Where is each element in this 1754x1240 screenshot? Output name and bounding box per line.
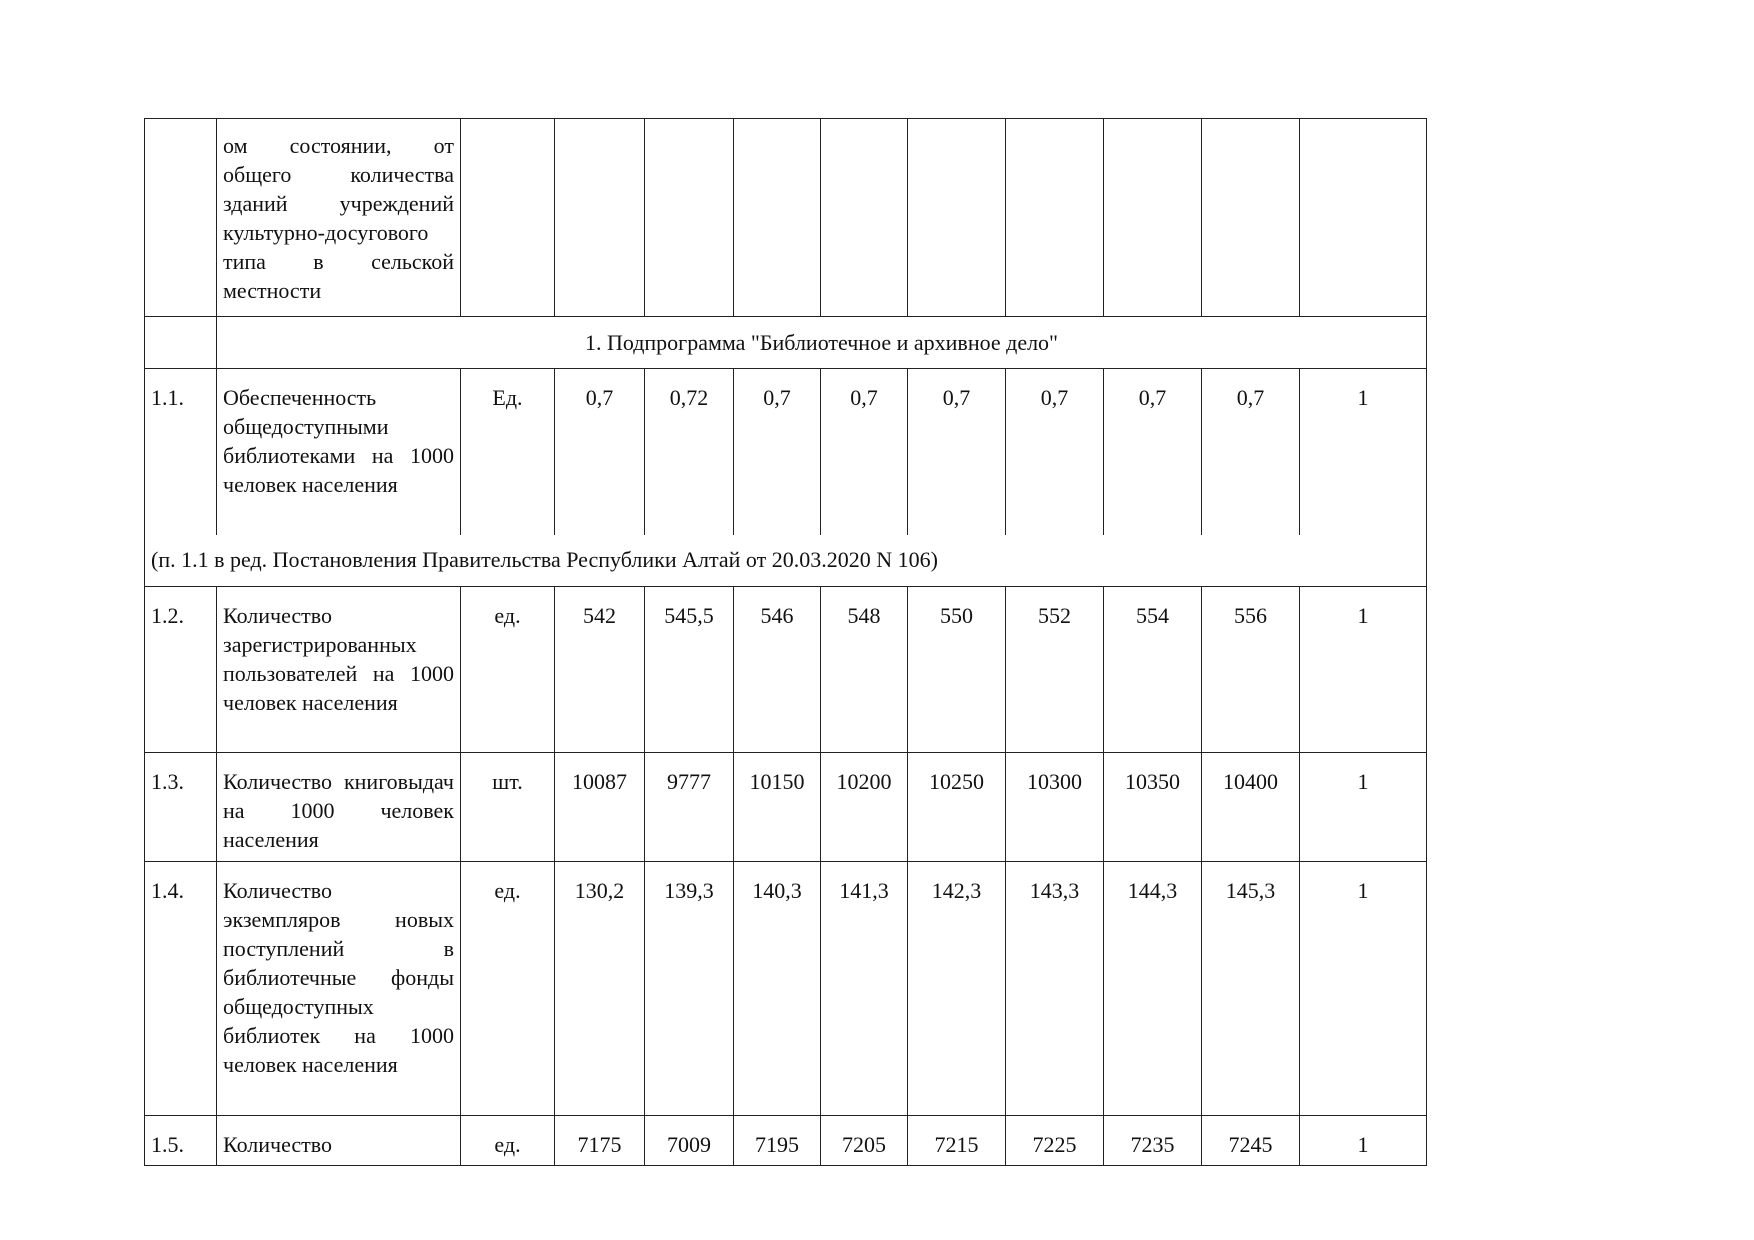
section-title: 1. Подпрограмма "Библиотечное и архивное дело": [217, 317, 1427, 369]
value-cell: 0,7: [1006, 369, 1104, 535]
value-cell: 0,7: [555, 369, 645, 535]
table-row: [145, 369, 1427, 535]
value-cell: 7215: [908, 1116, 1006, 1166]
unit-cell: [461, 119, 555, 317]
value-cell: 139,3: [645, 862, 734, 1116]
value-cell: 546: [734, 587, 821, 753]
value-cell: [734, 119, 821, 317]
weight-cell: 1: [1300, 862, 1427, 1116]
amendment-note-row: [145, 535, 1427, 587]
amendment-note: (п. 1.1 в ред. Постановления Правительства Республики Алтай от 20.03.2020 N 106): [145, 535, 1427, 587]
indicators-table: [144, 118, 1427, 1166]
value-cell: 7225: [1006, 1116, 1104, 1166]
value-cell: [821, 119, 908, 317]
value-cell: 10150: [734, 753, 821, 862]
value-cell: 0,7: [734, 369, 821, 535]
unit: Ед.: [461, 369, 555, 535]
weight-cell: 1: [1300, 369, 1427, 535]
value-cell: 10300: [1006, 753, 1104, 862]
row-number: 1.2.: [145, 587, 217, 753]
unit: ед.: [461, 1116, 555, 1166]
value-cell: 0,72: [645, 369, 734, 535]
weight-cell: 1: [1300, 753, 1427, 862]
value-cell: 7175: [555, 1116, 645, 1166]
weight-cell: [1300, 119, 1427, 317]
row-number: 1.4.: [145, 862, 217, 1116]
value-cell: 7235: [1104, 1116, 1202, 1166]
value-cell: 10250: [908, 753, 1006, 862]
row-number: 1.3.: [145, 753, 217, 862]
indicator-name: Количество книговыдач на 1000 человек населения: [217, 753, 461, 862]
value-cell: 552: [1006, 587, 1104, 753]
value-cell: [1202, 119, 1300, 317]
unit: ед.: [461, 587, 555, 753]
indicator-name-cell: [217, 119, 461, 317]
table-row: [145, 753, 1427, 862]
value-cell: 140,3: [734, 862, 821, 1116]
row-number-cell: [145, 119, 217, 317]
value-cell: 141,3: [821, 862, 908, 1116]
weight-cell: 1: [1300, 1116, 1427, 1166]
unit: шт.: [461, 753, 555, 862]
value-cell: 9777: [645, 753, 734, 862]
value-cell: 10350: [1104, 753, 1202, 862]
table-row-continued: [145, 119, 1427, 317]
value-cell: [1006, 119, 1104, 317]
value-cell: 7205: [821, 1116, 908, 1166]
section-header-row: [145, 317, 1427, 369]
value-cell: 548: [821, 587, 908, 753]
value-cell: 542: [555, 587, 645, 753]
table-row: [145, 862, 1427, 1116]
value-cell: 554: [1104, 587, 1202, 753]
weight-cell: 1: [1300, 587, 1427, 753]
value-cell: 0,7: [1104, 369, 1202, 535]
value-cell: 550: [908, 587, 1006, 753]
value-cell: 0,7: [821, 369, 908, 535]
value-cell: [645, 119, 734, 317]
value-cell: 143,3: [1006, 862, 1104, 1116]
indicator-name: Количество: [217, 1116, 461, 1166]
value-cell: 556: [1202, 587, 1300, 753]
value-cell: 10087: [555, 753, 645, 862]
value-cell: 7245: [1202, 1116, 1300, 1166]
row-number: 1.5.: [145, 1116, 217, 1166]
value-cell: 142,3: [908, 862, 1006, 1116]
unit: ед.: [461, 862, 555, 1116]
value-cell: 10200: [821, 753, 908, 862]
value-cell: 0,7: [1202, 369, 1300, 535]
table-row: [145, 587, 1427, 753]
value-cell: 7009: [645, 1116, 734, 1166]
table-row: [145, 1116, 1427, 1166]
value-cell: [1104, 119, 1202, 317]
row-number-cell: [145, 317, 217, 369]
indicator-name: Количество зарегистрированных пользователей на 1000 человек населения: [217, 587, 461, 753]
indicator-name: Обеспеченность общедоступными библиотеками на 1000 человек населения: [217, 369, 461, 535]
row-number: 1.1.: [145, 369, 217, 535]
value-cell: 10400: [1202, 753, 1300, 862]
indicator-name: Количество экземпляров новых поступлений в библиотечные фонды общедоступных библиотек на 1000 человек населения: [217, 862, 461, 1116]
value-cell: 0,7: [908, 369, 1006, 535]
value-cell: 7195: [734, 1116, 821, 1166]
value-cell: [555, 119, 645, 317]
value-cell: 130,2: [555, 862, 645, 1116]
indicator-name-text: ом состоянии, от общего количества зданий учреждений культурно-досугового типа в сельской местности: [223, 133, 454, 303]
value-cell: [908, 119, 1006, 317]
value-cell: 545,5: [645, 587, 734, 753]
value-cell: 144,3: [1104, 862, 1202, 1116]
value-cell: 145,3: [1202, 862, 1300, 1116]
